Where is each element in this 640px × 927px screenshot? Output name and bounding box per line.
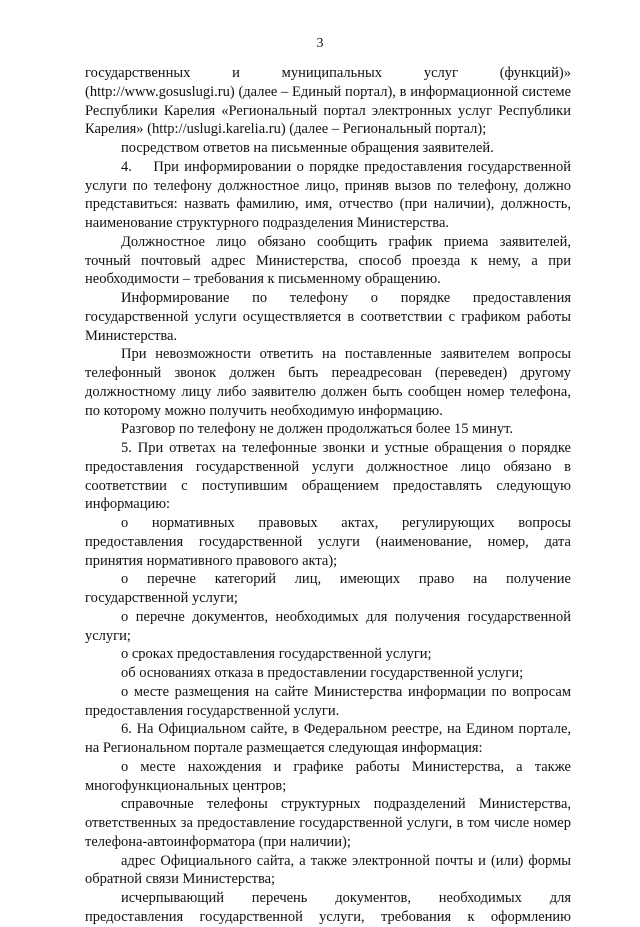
list-item-reference-phones: справочные телефоны структурных подразделений Министерства, ответственных за предоставление государственной услуги, в том числе номер телефона-автоинформатора (при наличии); [85,796,571,850]
list-item-terms: о сроках предоставления государственной услуги; [121,646,432,663]
list-item-site-location: о месте размещения на сайте Министерства информации по вопросам предоставления государственной услуги. [85,683,571,719]
list-item-categories: о перечне категорий лиц, имеющих право на получение государственной услуги; [85,571,571,606]
list-item-normative-acts: о нормативных правовых актах, регулирующих вопросы предоставления государственной услуги (наименование, номер, дата принятия нормативного правового акта); [85,515,571,569]
paragraph-item-6: 6. На Официальном сайте, в Федеральном реестре, на Едином портале, на Региональном портале размещается следующая информация: [85,721,571,756]
page-number: 3 [316,36,324,51]
list-item-documents: о перечне документов, необходимых для получения государственной услуги; [85,608,571,644]
paragraph-call-duration: Разговор по телефону не должен продолжаться более 15 минут. [121,421,513,438]
paragraph-item-5: 5. При ответах на телефонные звонки и устные обращения о порядке предоставления государственной услуги должностное лицо обязано в соответствии с поступившим обращением предоставлять следующую информацию: [85,440,571,513]
paragraph-written-answers: посредством ответов на письменные обращения заявителей. [121,140,494,156]
paragraph-item-4: 4. При информировании о порядке предоставления государственной услуги по телефону должностное лицо, приняв вызов по телефону, должно представиться: назвать фамилию, имя, отчество (при наличии), должность, наименование структурного подразделения Министерства. [85,158,571,231]
paragraph-portal-continuation: государственных и муниципальных услуг (функций)» (http://www.gosuslugi.ru) (далее – Единый портал), в информационной системе Республики Карелия «Региональный портал электронных услуг Республики Карелия» (http://uslugi.karelia.ru) (далее – Региональный портал); [85,65,571,138]
list-item-refusal-grounds: об основаниях отказа в предоставлении государственной услуги; [121,665,524,681]
document-body [85,64,571,927]
paragraph-phone-schedule: Информирование по телефону о порядке предоставления государственной услуги осуществляется в соответствии с графиком работы Министерства. [85,290,571,344]
list-item-location-schedule: о месте нахождения и графике работы Министерства, а также многофункциональных центров; [85,758,571,794]
paragraph-call-redirect: При невозможности ответить на поставленные заявителем вопросы телефонный звонок должен быть переадресован (переведен) другому должностному лицу либо заявителю должен быть сообщен номер телефона, по которому можно получить необходимую информацию. [85,346,571,419]
paragraph-official-duty: Должностное лицо обязано сообщить график приема заявителей, точный почтовый адрес Министерства, способ проезда к нему, а при необходимости – требования к письменному обращению. [85,233,571,288]
list-item-documents-list: исчерпывающий перечень документов, необходимых для предоставления государственной услуги, требования к оформлению [85,890,571,925]
list-item-site-address: адрес Официального сайта, а также электронной почты и (или) формы обратной связи Министерства; [85,852,571,888]
